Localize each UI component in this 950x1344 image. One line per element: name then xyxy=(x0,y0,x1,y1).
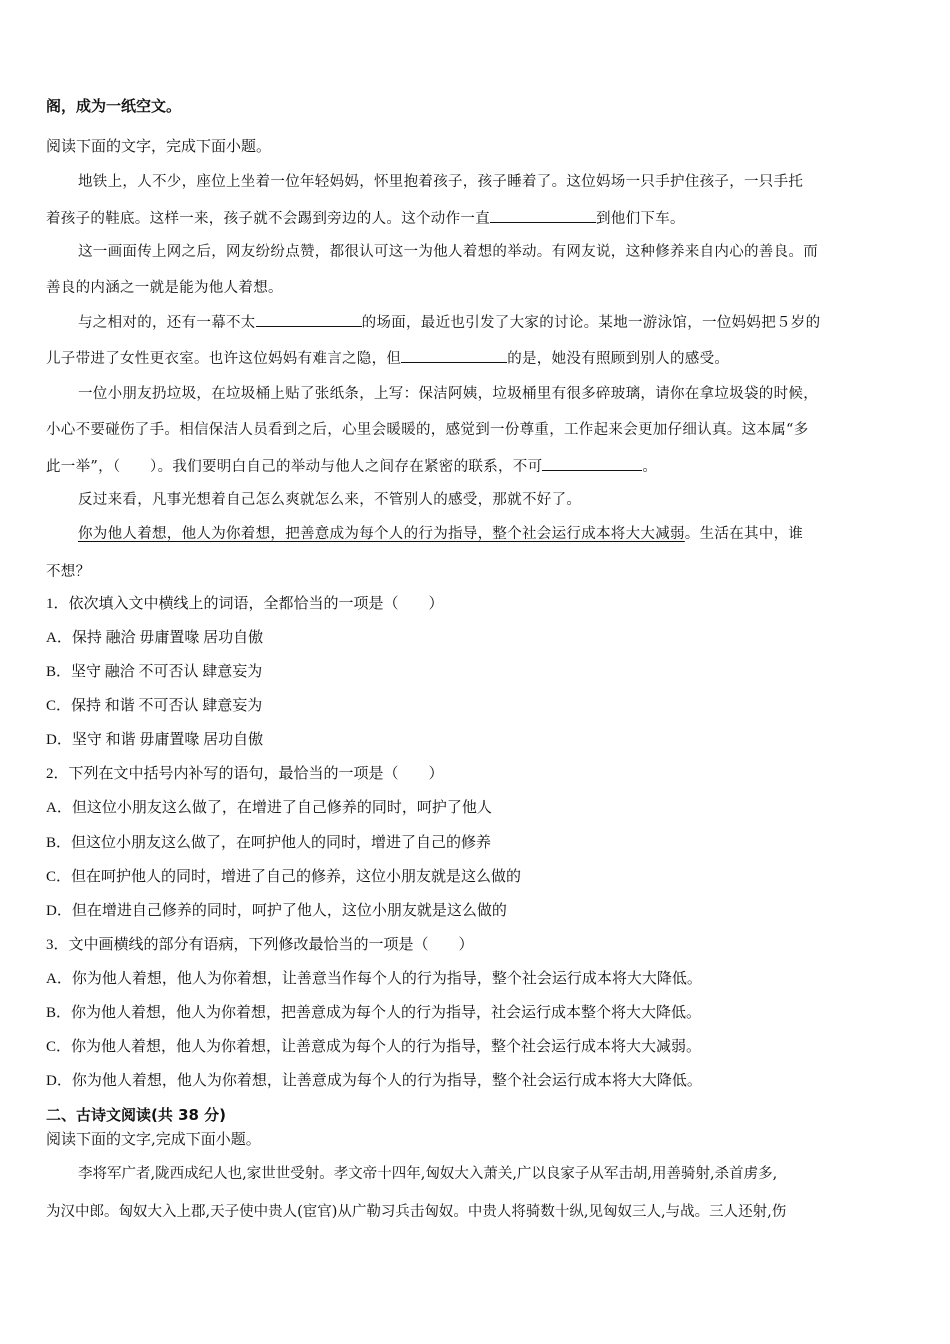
fill-blank-1 xyxy=(490,208,596,223)
passage-text: 儿子带进了女性更衣室。也许这位妈妈有难言之隐，但 xyxy=(46,351,402,367)
section-heading: 二、古诗文阅读(共 38 分) xyxy=(46,1106,227,1124)
passage-text: 。生活在其中，谁 xyxy=(684,526,804,542)
section2-instruction: 阅读下面的文字,完成下面小题。 xyxy=(46,1130,261,1148)
passage-text: 着孩子的鞋底。这样一来，孩子就不会踢到旁边的人。这个动作一直 xyxy=(46,211,490,227)
passage-text: 到他们下车。 xyxy=(596,211,685,227)
underlined-sentence: 你为他人着想，他人为你着想，把善意成为每个人的行为指导，整个社会运行成本将大大减弱 xyxy=(78,526,685,542)
passage-line xyxy=(46,208,685,229)
answer-option: C．你为他人着想，他人为你着想，让善意成为每个人的行为指导，整个社会运行成本将大大减弱。 xyxy=(46,1039,702,1055)
question-stem: 1．依次填入文中横线上的词语，全都恰当的一项是（ ） xyxy=(46,596,444,612)
passage-line xyxy=(46,456,657,477)
passage-line: 善良的内涵之一就是能为他人着想。 xyxy=(46,280,283,296)
passage-text: 的场面，最近也引发了大家的讨论。某地一游泳馆，一位妈妈把５岁的 xyxy=(361,315,821,331)
question-stem: 2．下列在文中括号内补写的语句，最恰当的一项是（ ） xyxy=(46,766,444,782)
top-fragment: 阁，成为一纸空文。 xyxy=(46,97,182,115)
passage-line: 地铁上，人不少，座位上坐着一位年轻妈妈，怀里抱着孩子，孩子睡着了。这位妈场一只手护住孩子，一只手托 xyxy=(78,174,804,190)
passage-line: 为汉中郎。匈奴大入上郡,天子使中贵人(宦官)从广勒习兵击匈奴。中贵人将骑数十纵,见匈奴三人,与战。三人还射,伤 xyxy=(46,1204,787,1220)
passage-line xyxy=(46,348,729,369)
answer-option: C．保持 和谐 不可否认 肆意妄为 xyxy=(46,698,263,714)
fill-blank-3 xyxy=(401,348,507,363)
answer-option: B．坚守 融洽 不可否认 肆意妄为 xyxy=(46,664,263,680)
answer-option: A．但这位小朋友这么做了，在增进了自己修养的同时，呵护了他人 xyxy=(46,800,492,816)
fill-blank-4 xyxy=(542,456,642,471)
question-stem: 3．文中画横线的部分有语病，下列修改最恰当的一项是（ ） xyxy=(46,937,474,953)
passage-text: 与之相对的，还有一幕不太 xyxy=(78,315,256,331)
passage-line: 李将军广者,陇西成纪人也,家世世受射。孝文帝十四年,匈奴大入萧关,广以良家子从军击胡,用善骑射,杀首虏多, xyxy=(78,1166,778,1182)
answer-option: B．你为他人着想，他人为你着想，把善意成为每个人的行为指导，社会运行成本整个将大大降低。 xyxy=(46,1005,702,1021)
reading1-instruction: 阅读下面的文字，完成下面小题。 xyxy=(46,137,272,155)
passage-text: 的是，她没有照顾到别人的感受。 xyxy=(507,351,730,367)
passage-line xyxy=(46,312,820,333)
passage-line: 反过来看，凡事光想着自己怎么爽就怎么来，不管别人的感受，那就不好了。 xyxy=(78,492,582,508)
answer-option: D．你为他人着想，他人为你着想，让善意成为每个人的行为指导，整个社会运行成本将大大降低。 xyxy=(46,1073,702,1089)
passage-text: 。 xyxy=(642,459,658,475)
passage-text: 此一举”，（ ）。我们要明白自己的举动与他人之间存在紧密的联系，不可 xyxy=(46,459,543,475)
fill-blank-2 xyxy=(256,312,362,327)
passage-line xyxy=(46,524,803,544)
answer-option: D．但在增进自己修养的同时，呵护了他人，这位小朋友就是这么做的 xyxy=(46,903,507,919)
answer-option: A．保持 融洽 毋庸置喙 居功自傲 xyxy=(46,630,264,646)
passage-line: 小心不要碰伤了手。相信保洁人员看到之后，心里会暖暖的，感觉到一份尊重，工作起来会更加仔细认真。这本属“多 xyxy=(46,422,809,438)
answer-option: B．但这位小朋友这么做了，在呵护他人的同时，增进了自己的修养 xyxy=(46,835,492,851)
answer-option: C．但在呵护他人的同时，增进了自己的修养，这位小朋友就是这么做的 xyxy=(46,869,522,885)
passage-line: 一位小朋友扔垃圾，在垃圾桶上贴了张纸条，上写：保洁阿姨，垃圾桶里有很多碎玻璃，请你在拿垃圾袋的时候， xyxy=(78,386,818,402)
passage-line: 不想？ xyxy=(46,564,91,580)
answer-option: A．你为他人着想，他人为你着想，让善意当作每个人的行为指导，整个社会运行成本将大大降低。 xyxy=(46,971,702,987)
answer-option: D．坚守 和谐 毋庸置喙 居功自傲 xyxy=(46,732,264,748)
passage-line: 这一画面传上网之后，网友纷纷点赞，都很认可这一为他人着想的举动。有网友说，这种修养来自内心的善良。而 xyxy=(78,244,818,260)
